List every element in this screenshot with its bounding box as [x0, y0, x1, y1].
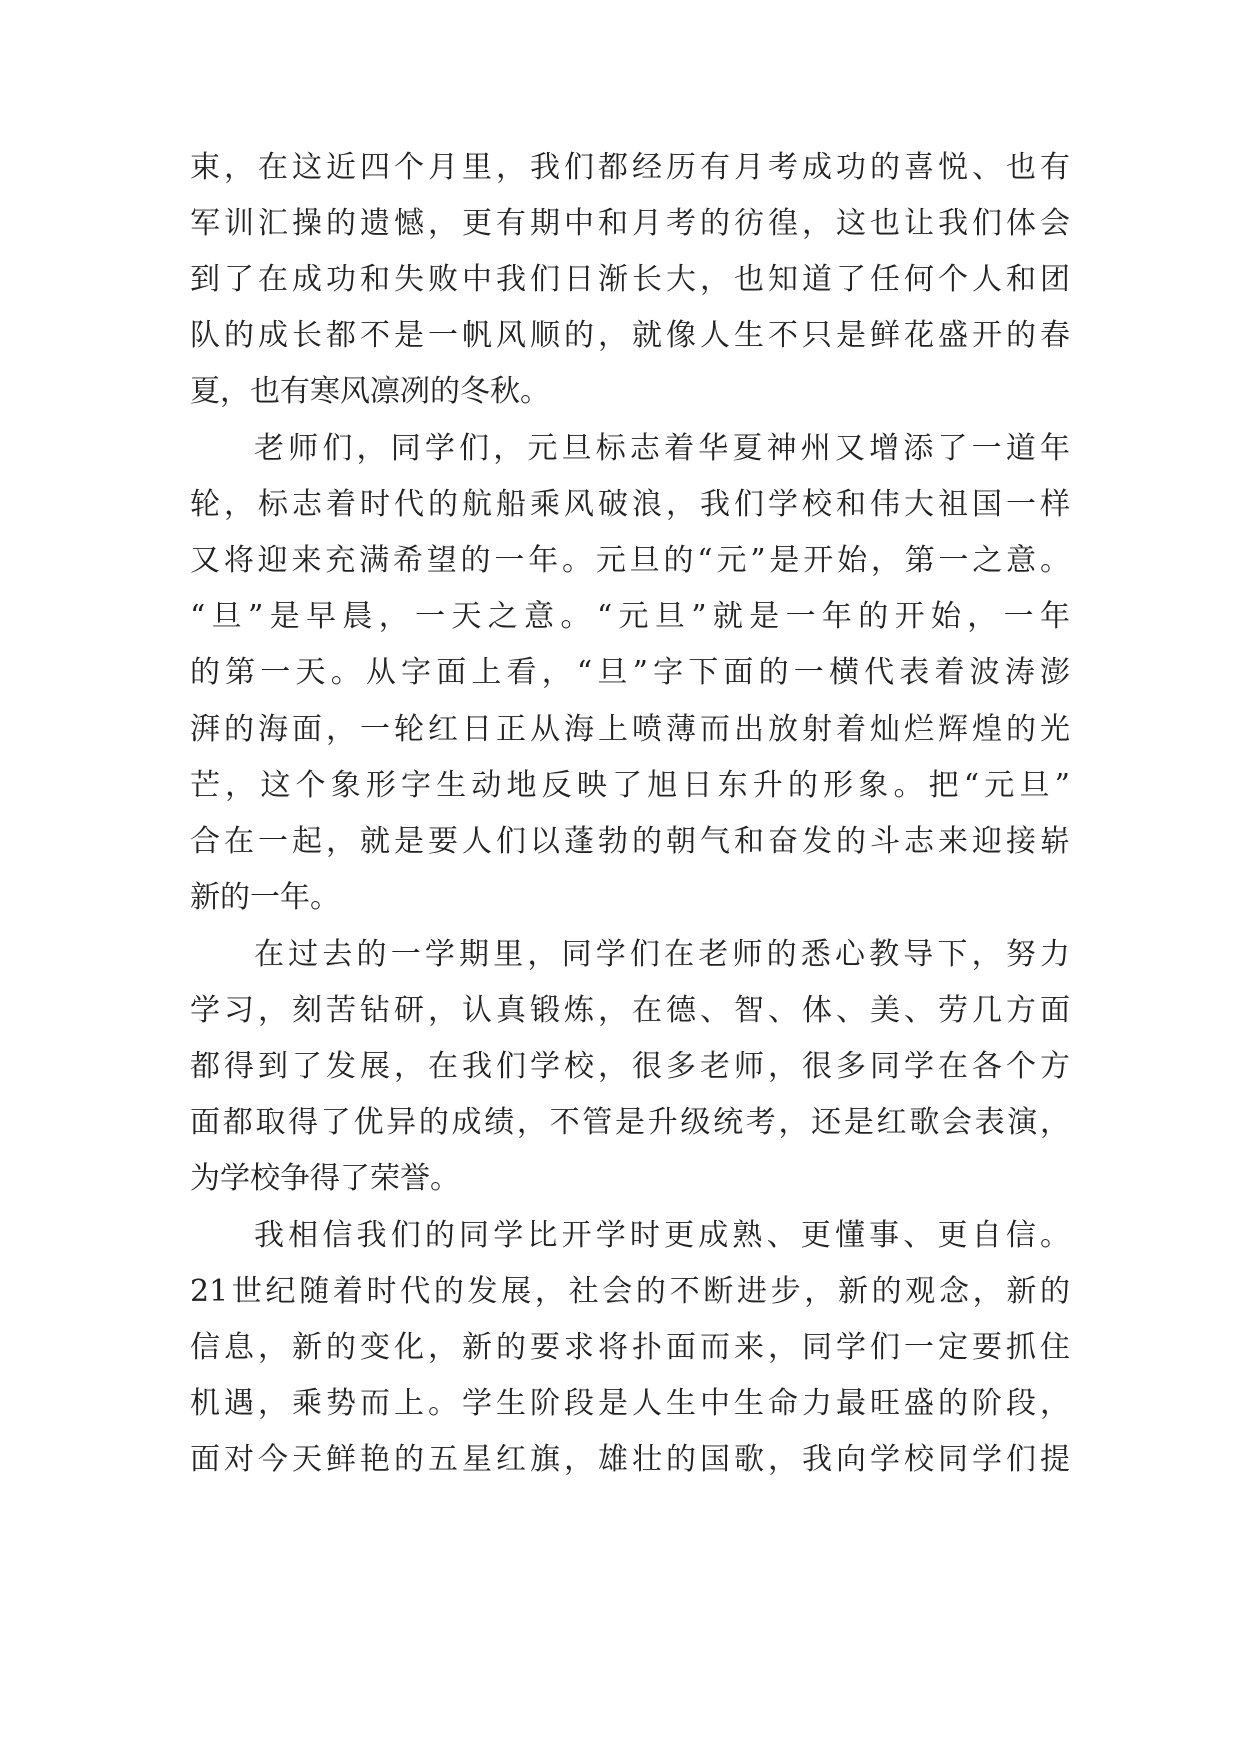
text-line: 军训汇操的遗憾，更有期中和月考的彷徨，这也让我们体会 [190, 206, 1070, 241]
text-line: 合在一起，就是要人们以蓬勃的朝气和奋发的斗志来迎接崭 [190, 824, 1070, 859]
text-line: 都得到了发展，在我们学校，很多老师，很多同学在各个方 [190, 1049, 1070, 1084]
paragraph-first-line: 在过去的一学期里，同学们在老师的悉心教导下，努力 [254, 937, 1070, 972]
text-line: 束，在这近四个月里，我们都经历有月考成功的喜悦、也有 [190, 150, 1070, 185]
text-line: 又将迎来充满希望的一年。元旦的“元”是开始，第一之意。 [190, 543, 1070, 578]
text-line: “旦”是早晨，一天之意。“元旦”就是一年的开始，一年 [190, 599, 1070, 634]
text-line: 面对今天鲜艳的五星红旗，雄壮的国歌，我向学校同学们提 [190, 1442, 1070, 1477]
text-line: 的第一天。从字面上看，“旦”字下面的一横代表着波涛澎 [190, 655, 1070, 690]
text-line: 湃的海面，一轮红日正从海上喷薄而出放射着灿烂辉煌的光 [190, 712, 1070, 747]
text-line: 信息，新的变化，新的要求将扑面而来，同学们一定要抓住 [190, 1330, 1070, 1365]
text-line: 芒，这个象形字生动地反映了旭日东升的形象。把“元旦” [190, 768, 1070, 803]
text-line: 机遇，乘势而上。学生阶段是人生中生命力最旺盛的阶段， [190, 1386, 1070, 1421]
text-line: 学习，刻苦钻研，认真锻炼，在德、智、体、美、劳几方面 [190, 993, 1070, 1028]
text-line: 夏，也有寒风凛冽的冬秋。 [190, 374, 550, 409]
text-line: 到了在成功和失败中我们日渐长大，也知道了任何个人和团 [190, 262, 1070, 297]
text-line: 面都取得了优异的成绩，不管是升级统考，还是红歌会表演， [190, 1105, 1070, 1140]
text-line: 队的成长都不是一帆风顺的，就像人生不只是鲜花盛开的春 [190, 318, 1070, 353]
text-line: 21世纪随着时代的发展，社会的不断进步，新的观念，新的 [190, 1274, 1070, 1309]
text-line: 新的一年。 [190, 880, 340, 915]
paragraph-first-line: 老师们，同学们，元旦标志着华夏神州又增添了一道年 [254, 431, 1070, 466]
paragraph-first-line: 我相信我们的同学比开学时更成熟、更懂事、更自信。 [254, 1218, 1070, 1253]
text-line: 轮，标志着时代的航船乘风破浪，我们学校和伟大祖国一样 [190, 487, 1070, 522]
text-line: 为学校争得了荣誉。 [190, 1161, 460, 1196]
